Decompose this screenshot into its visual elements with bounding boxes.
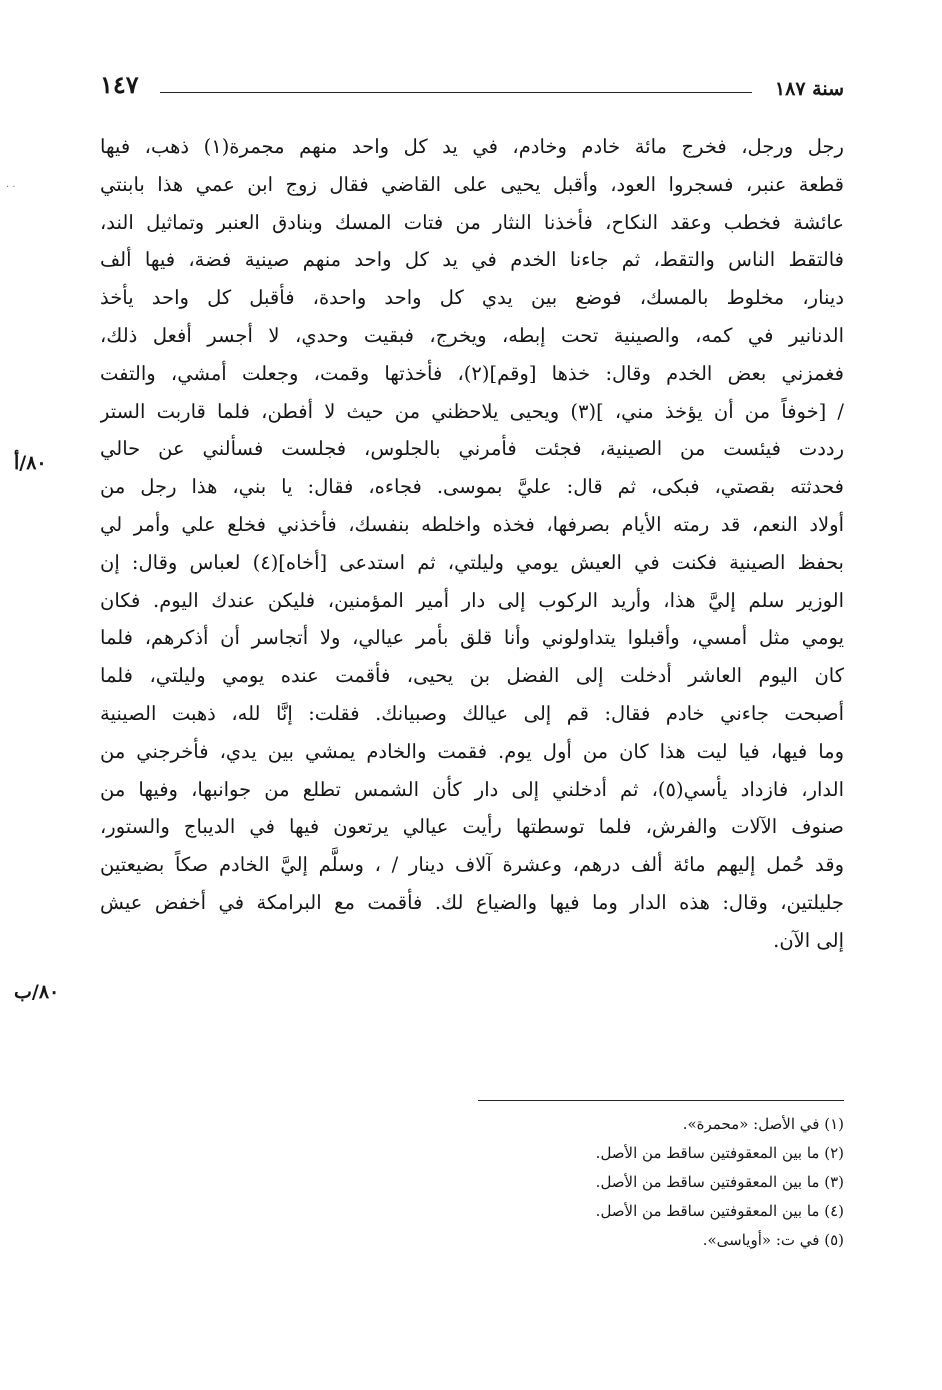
text-line: الدنانير في كمه، والصينية تحت إبطه، ويخرج، فبقيت وحدي، لا أجسر أفعل ذلك،: [100, 323, 844, 347]
footnote: (٢) ما بين المعقوفتين ساقط من الأصل.: [595, 1144, 844, 1162]
footnote: (٤) ما بين المعقوفتين ساقط من الأصل.: [595, 1202, 844, 1220]
text-line: كان اليوم العاشر أدخلت إلى الفضل بن يحيى، فأقمت عنده يومي وليلتي، فلما: [100, 664, 844, 688]
text-line: الوزير سلم إليَّ هذا، وأريد الركوب إلى دار أمير المؤمنين، فليكن عندك اليوم. فكان: [100, 588, 844, 612]
text-line: فالتقط الناس والتقط، ثم جاءنا الخدم في يد كل واحد منهم صينية فضة، فيها ألف: [100, 248, 844, 272]
text-line: صنوف الآلات والفرش، فلما توسطتها رأيت عيالي يرتعون فيها في الديباج والستور،: [100, 815, 844, 839]
text-line: / [خوفاً من أن يؤخذ مني، ](٣) ويحيى يلاحظني من حيث لا أفطن، فلما قاربت الستر: [100, 399, 844, 423]
header-year-label: سنة ١٨٧: [774, 78, 844, 100]
main-text: [100, 128, 844, 960]
text-line: أولاد النعم، قد رمته الأيام بصرفها، فخذه واخلطه بنفسك، فأخذني فخلع علي وأمر لي: [100, 512, 844, 536]
text-line: دينار، مخلوط بالمسك، فوضع بين يدي كل واحد واحدة، فأقبل كل واحد يأخذ: [100, 286, 844, 310]
running-header: [100, 68, 844, 108]
footnotes: [300, 1110, 844, 1255]
text-line: وما فيها، فيا ليت هذا كان من أول يوم. فقمت والخادم يمشي بين يدي، فأخرجني من: [100, 739, 844, 763]
text-line: رددت فيئست من الصينية، فجئت فأمرني بالجلوس، فجلست فسألني عن حالي: [100, 437, 844, 461]
text-line: جليلتين، وقال: هذه الدار وما فيها والضياع لك. فأقمت مع البرامكة في أخفض عيش: [100, 890, 844, 914]
footnote: (٣) ما بين المعقوفتين ساقط من الأصل.: [595, 1173, 844, 1191]
page-number: ١٤٧: [100, 70, 139, 99]
margin-folio-note: ٨٠/ب: [14, 981, 60, 1003]
text-line: الدار، فازداد يأسي(٥)، ثم أدخلني إلى دار كأن الشمس تطلع من جوانبها، وفيها من: [100, 777, 844, 801]
text-line: فحدثته بقصتي، فبكى، ثم قال: عليَّ بموسى. فجاءه، فقال: يا بني، هذا رجل من: [100, 475, 844, 499]
footnote: (٥) في ت: «أوياسى».: [702, 1231, 844, 1249]
text-line: أصبحت جاءني خادم فقال: قم إلى عيالك وصبيانك. فقلت: إنَّا لله، ذهبت الصينية: [100, 701, 844, 725]
text-line: قطعة عنبر، فسجروا العود، وأقبل يحيى على القاضي فقال زوج ابن عمي هذا بابنتي: [100, 172, 844, 196]
scan-speck: · ·: [6, 182, 16, 193]
text-line: وقد حُمل إليهم مائة ألف درهم، وعشرة آلاف دينار / ، وسلَّم إليَّ الخادم صكاً بضيعتين: [100, 853, 844, 877]
text-line: عائشة فخطب وعقد النكاح، فأخذنا النثار من فتات المسك وبنادق العنبر وتماثيل الند،: [100, 210, 844, 234]
text-line: بحفظ الصينية فكنت في العيش يومي وليلتي، ثم استدعى [أخاه](٤) لعباس وقال: إن: [100, 550, 844, 574]
text-line-final: إلى الآن.: [773, 928, 844, 952]
text-line: يومي مثل أمسي، وأقبلوا يتداولوني وأنا قلق بأمر عيالي، ولا أتجاسر أن أذكرهم، فلما: [100, 626, 844, 650]
text-line: فغمزني بعض الخدم وقال: خذها [وقم](٢)، فأخذتها وقمت، وجعلت أمشي، والتفت: [100, 361, 844, 385]
footnote-rule: [478, 1100, 844, 1101]
header-rule: [160, 92, 752, 93]
margin-folio-note: ٨٠/أ: [14, 452, 47, 474]
footnote: (١) في الأصل: «محمرة».: [682, 1115, 844, 1133]
text-line: رجل ورجل، فخرج مائة خادم وخادم، في يد كل واحد منهم مجمرة(١) ذهب، فيها: [100, 135, 844, 158]
